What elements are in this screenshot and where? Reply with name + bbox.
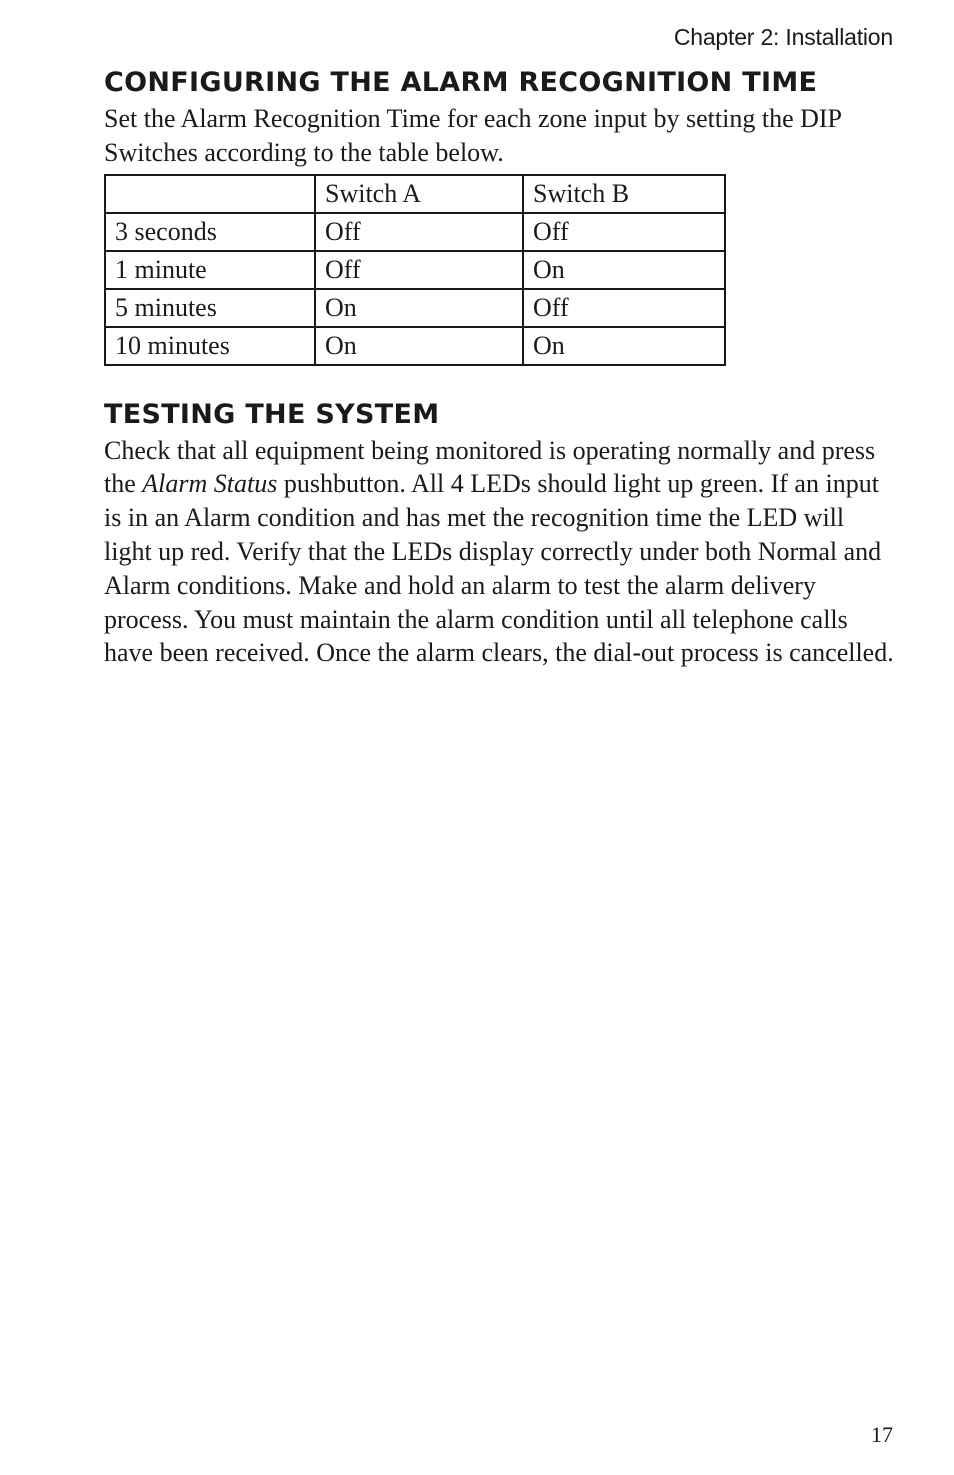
testing-paragraph bbox=[104, 434, 894, 671]
table-cell-switch-a: On bbox=[315, 327, 523, 365]
table-header-row bbox=[105, 175, 725, 213]
table-cell-time: 5 minutes bbox=[105, 289, 315, 327]
table-cell-time: 1 minute bbox=[105, 251, 315, 289]
page-content bbox=[104, 64, 894, 670]
table-cell-switch-b: On bbox=[523, 251, 725, 289]
table-row bbox=[105, 251, 725, 289]
table-cell-switch-b: On bbox=[523, 327, 725, 365]
table-cell-switch-b: Off bbox=[523, 289, 725, 327]
testing-text-lead: Check that all equipment being monitored is operating normally and press the bbox=[104, 435, 876, 499]
table-header-cell: Switch A bbox=[315, 175, 523, 213]
section-heading-recognition-time: CONFIGURING THE ALARM RECOGNITION TIME bbox=[104, 67, 818, 98]
table-cell-switch-a: Off bbox=[315, 213, 523, 251]
table-row bbox=[105, 327, 725, 365]
section-heading-testing: TESTING THE SYSTEM bbox=[104, 398, 440, 430]
alarm-status-emphasis: Alarm Status bbox=[142, 469, 278, 499]
table-header-cell: Switch B bbox=[523, 175, 725, 213]
table-cell-switch-b: Off bbox=[523, 213, 725, 251]
table-cell-switch-a: On bbox=[315, 289, 523, 327]
table-cell-time: 3 seconds bbox=[105, 213, 315, 251]
testing-text-rest: pushbutton. All 4 LEDs should light up green. If an input is in an Alarm condition and has met the recognition time the LED will light up red. Verify that the LEDs display correctly under both Normal and Alarm conditions. Make and hold an alarm to test the alarm delivery process. You must maintain the alarm condition until all telephone calls have been received. Once the alarm clears, the dial-out process is cancelled. bbox=[104, 469, 894, 668]
table-row bbox=[105, 289, 725, 327]
page-number: 17 bbox=[871, 1422, 893, 1447]
table-cell-time: 10 minutes bbox=[105, 327, 315, 365]
running-head: Chapter 2: Installation bbox=[673, 24, 893, 50]
table-row bbox=[105, 213, 725, 251]
table-cell-switch-a: Off bbox=[315, 251, 523, 289]
recognition-intro-paragraph: Set the Alarm Recognition Time for each zone input by setting the DIP Switches according to the table below. bbox=[104, 104, 842, 167]
dip-switch-table bbox=[104, 174, 726, 366]
table-header-cell bbox=[105, 175, 315, 213]
